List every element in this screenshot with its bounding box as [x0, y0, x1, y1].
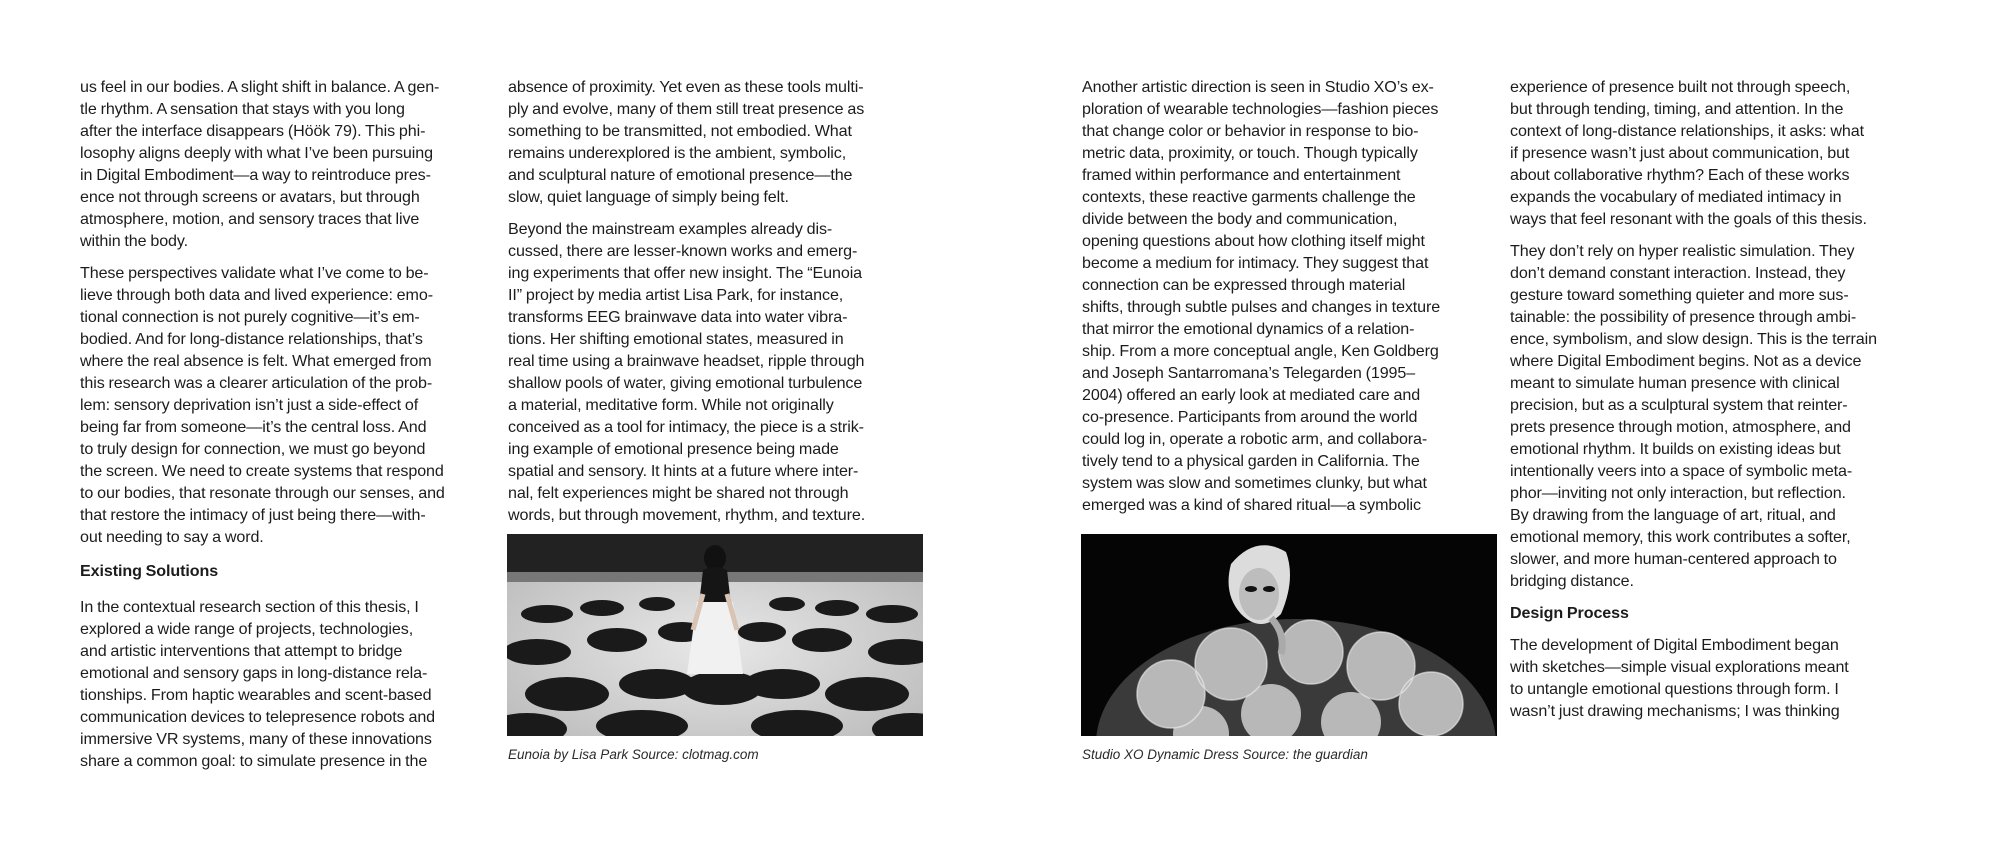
paragraph: They don’t rely on hyper realistic simulation. They don’t demand constant interaction. Instead, they gesture toward something quieter and more sus- tainable: the possibility of presence through ambi- ence, symbolism, and slow design. This is the terrain where Digital Embodiment begins. Not as a device meant to simulate human presence with clinical precision, but as a sculptural system that reinter- prets presence through motion, atmosphere, and emotional rhythm. It builds on existing ideas but intentionally veers into a space of symbolic meta- phor—inviting not only interaction, but reflection. By drawing from the language of art, ritual, and emotional memory, this work contributes a softer, slower, and more human-centered approach to bridging distance. — [1510, 242, 1877, 590]
paragraph: These perspectives validate what I’ve come to be- lieve through both data and lived experience: emo- tional connection is not purely cognitive—it’s em- bodied. And for long-distance relationships, that’s where the real absence is felt. What emerged from this research was a clearer articulation of the prob- lem: sensory deprivation isn’t just a side-effect of being far from someone—it’s the central loss. And to truly design for connection, we must go beyond the screen. We need to create systems that respond to our bodies, that resonate through our senses, and that restore the intimacy of just being there—with- out needing to say a word. — [80, 264, 445, 546]
section-subheading: Existing Solutions — [80, 562, 219, 580]
figure-caption: Eunoia by Lisa Park Source: clotmag.com — [508, 747, 759, 762]
figure-caption: Studio XO Dynamic Dress Source: the guardian — [1082, 747, 1368, 762]
paragraph: In the contextual research section of this thesis, I explored a wide range of projects, technologies, and artistic interventions that attempt to bridge emotional and sensory gaps in long-distance rela- tionships. From haptic wearables and scent-based communication devices to telepresence robots and immersive VR systems, many of these innovations share a common goal: to simulate presence in the — [80, 598, 436, 770]
paragraph: us feel in our bodies. A slight shift in balance. A gen- tle rhythm. A sensation that stays with you long after the interface disappears (Höök 79). This phi- losophy aligns deeply with what I’ve been pursuing in Digital Embodiment—a way to reintroduce pres- ence not through screens or avatars, but through atmosphere, motion, and sensory traces that live within the body. — [80, 78, 440, 250]
paragraph: The development of Digital Embodiment began with sketches—simple visual explorations meant to untangle emotional questions through form. I wasn’t just drawing mechanisms; I was thinking — [1510, 636, 1849, 720]
text-column-4 — [1510, 76, 1930, 732]
text-column-3 — [1082, 76, 1502, 526]
section-heading: Design Process — [1510, 604, 1629, 622]
text-column-2 — [508, 76, 928, 536]
paragraph: Beyond the mainstream examples already dis- cussed, there are lesser-known works and emerg- ing experiments that offer new insight. The “Eunoia II” project by media artist Lisa Park, for instance, transforms EEG brainwave data into water vibra- tions. Her shifting emotional states, measured in real time using a brainwave headset, ripple through shallow pools of water, giving emotional turbulence a material, meditative form. While not originally conceived as a tool for intimacy, the piece is a strik- ing example of emotional presence being made spatial and sensory. It hints at a future where inter- nal, felt experiences might be shared not through words, but through movement, rhythm, and texture. — [508, 220, 866, 524]
paragraph: Another artistic direction is seen in Studio XO’s ex- ploration of wearable technologies—fashion pieces that change color or behavior in response to bio- metric data, proximity, or touch. Though typically framed within performance and entertainment contexts, these reactive garments challenge the divide between the body and communication, opening questions about how clothing itself might become a medium for intimacy. They suggest that connection can be expressed through material shifts, through subtle pulses and changes in texture that mirror the emotional dynamics of a relation- ship. From a more conceptual angle, Ken Goldberg and Joseph Santarromana’s Telegarden (1995– 2004) offered an early look at mediated care and co-presence. Participants from around the world could log in, operate a robotic arm, and collabora- tively tend to a physical garden in California. The system was slow and sometimes clunky, but what emerged was a kind of shared ritual—a symbolic — [1082, 78, 1441, 514]
paragraph: experience of presence built not through speech, but through tending, timing, and attention. In the context of long-distance relationships, it asks: what if presence wasn’t just about communication, but about collaborative rhythm? Each of these works expands the vocabulary of mediated intimacy in ways that feel resonant with the goals of this thesis. — [1510, 78, 1867, 228]
paragraph: absence of proximity. Yet even as these tools multi- ply and evolve, many of them still treat presence as something to be transmitted, not embodied. What remains underexplored is the ambient, symbolic, and sculptural nature of emotional presence—the slow, quiet language of simply being felt. — [508, 78, 865, 206]
eunoia-photo — [507, 534, 923, 736]
text-column-1 — [80, 76, 500, 782]
studio-xo-dress-photo — [1081, 534, 1497, 736]
